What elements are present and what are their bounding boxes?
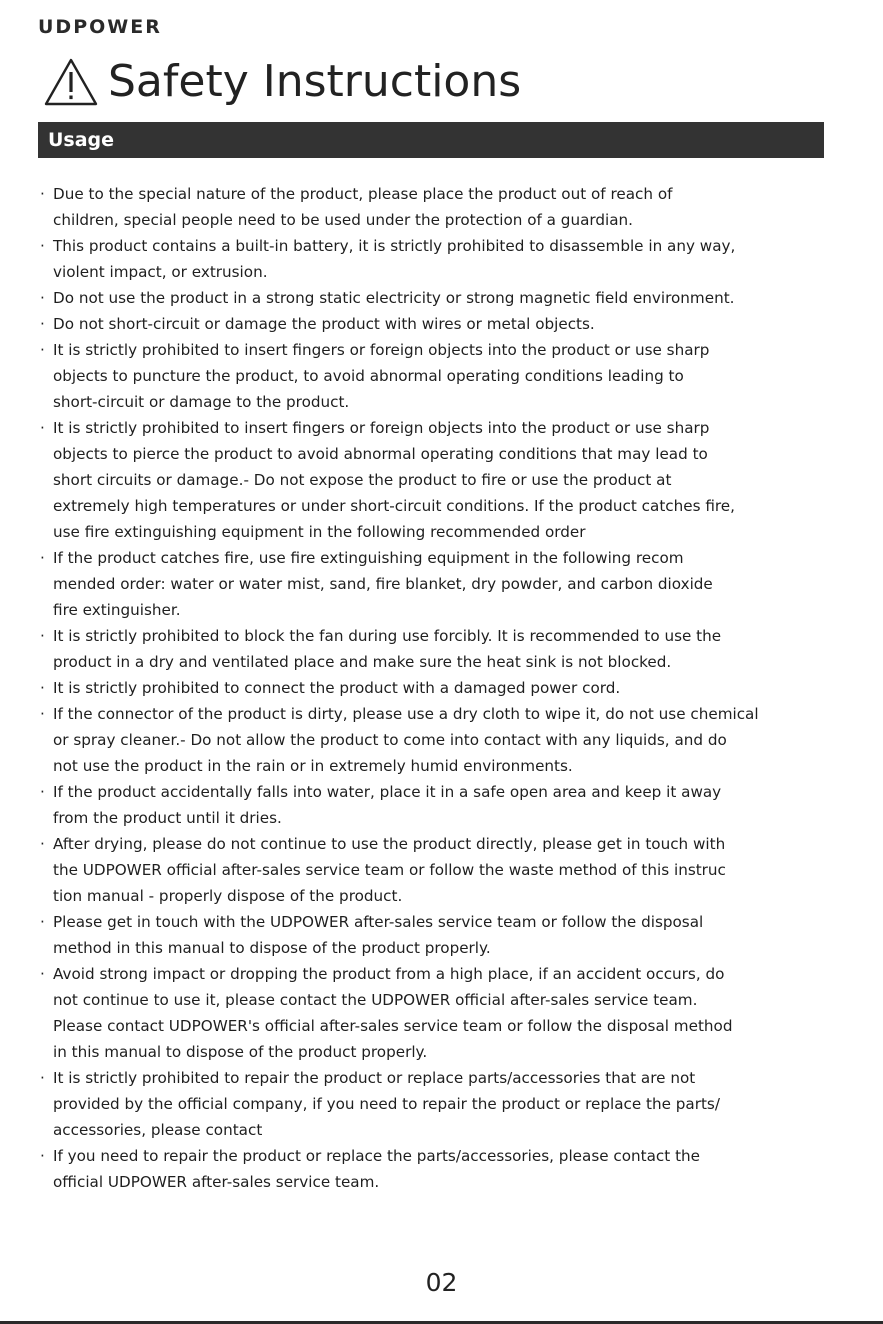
brand-logo: UDPOWER — [38, 16, 162, 38]
instruction-line: accessories, please contact — [53, 1121, 263, 1139]
instruction-line: Please contact UDPOWER's official after-sales service team or follow the disposal method — [53, 1017, 733, 1035]
instruction-item — [40, 1143, 830, 1195]
instruction-line: short circuits or damage.- Do not expose the product to fire or use the product at — [53, 471, 672, 489]
bullet-icon: · — [40, 237, 45, 255]
instruction-line: Do not short-circuit or damage the product with wires or metal objects. — [53, 315, 595, 333]
instruction-line: It is strictly prohibited to block the fan during use forcibly. It is recommended to use the — [53, 627, 722, 645]
bullet-icon: · — [40, 1147, 45, 1165]
page-number: 02 — [425, 1268, 458, 1297]
instruction-line: If you need to repair the product or replace the parts/accessories, please contact the — [53, 1147, 700, 1165]
instruction-line: tion manual - properly dispose of the product. — [53, 887, 403, 905]
instruction-line: Due to the special nature of the product, please place the product out of reach of — [53, 185, 673, 203]
instruction-line: mended order: water or water mist, sand, fire blanket, dry powder, and carbon dioxide — [53, 575, 713, 593]
instruction-line: It is strictly prohibited to insert fingers or foreign objects into the product or use sharp — [53, 419, 710, 437]
instruction-line: If the product accidentally falls into water, place it in a safe open area and keep it away — [53, 783, 722, 801]
instruction-item — [40, 831, 830, 909]
bullet-icon: · — [40, 1069, 45, 1087]
instruction-line: It is strictly prohibited to connect the product with a damaged power cord. — [53, 679, 621, 697]
instruction-item — [40, 181, 830, 233]
bullet-icon: · — [40, 705, 45, 723]
instruction-item — [40, 1065, 830, 1143]
instruction-line: Avoid strong impact or dropping the product from a high place, if an accident occurs, do — [53, 965, 725, 983]
instruction-line: official UDPOWER after-sales service team. — [53, 1173, 380, 1191]
instruction-line: the UDPOWER official after-sales service team or follow the waste method of this instruc — [53, 861, 726, 879]
warning-triangle-icon — [44, 58, 98, 106]
instruction-line: objects to pierce the product to avoid abnormal operating conditions that may lead to — [53, 445, 708, 463]
instruction-item — [40, 233, 830, 285]
instruction-item — [40, 961, 830, 1065]
instruction-list — [40, 181, 830, 1195]
instruction-line: provided by the official company, if you need to repair the product or replace the parts/ — [53, 1095, 720, 1113]
bullet-icon: · — [40, 289, 45, 307]
instruction-line: product in a dry and ventilated place and make sure the heat sink is not blocked. — [53, 653, 672, 671]
section-title: Usage — [48, 129, 115, 151]
bullet-icon: · — [40, 549, 45, 567]
instruction-item — [40, 311, 830, 337]
instruction-line: Please get in touch with the UDPOWER after-sales service team or follow the disposal — [53, 913, 704, 931]
instruction-line: violent impact, or extrusion. — [53, 263, 268, 281]
bullet-icon: · — [40, 315, 45, 333]
instruction-line: method in this manual to dispose of the product properly. — [53, 939, 491, 957]
instruction-line: objects to puncture the product, to avoid abnormal operating conditions leading to — [53, 367, 684, 385]
instruction-line: in this manual to dispose of the product properly. — [53, 1043, 428, 1061]
instruction-line: This product contains a built-in battery, it is strictly prohibited to disassemble in any way, — [53, 237, 736, 255]
instruction-item — [40, 285, 830, 311]
instruction-line: It is strictly prohibited to insert fingers or foreign objects into the product or use sharp — [53, 341, 710, 359]
instruction-item — [40, 415, 830, 545]
bullet-icon: · — [40, 341, 45, 359]
bullet-icon: · — [40, 627, 45, 645]
instruction-item — [40, 545, 830, 623]
bullet-icon: · — [40, 679, 45, 697]
bullet-icon: · — [40, 419, 45, 437]
instruction-line: fire extinguisher. — [53, 601, 181, 619]
instruction-line: Do not use the product in a strong static electricity or strong magnetic field environment. — [53, 289, 735, 307]
instruction-line: children, special people need to be used under the protection of a guardian. — [53, 211, 633, 229]
instruction-item — [40, 623, 830, 675]
instruction-item — [40, 337, 830, 415]
instruction-item — [40, 701, 830, 779]
page-title: Safety Instructions — [108, 56, 522, 107]
instruction-line: short-circuit or damage to the product. — [53, 393, 350, 411]
instruction-line: If the connector of the product is dirty, please use a dry cloth to wipe it, do not use chemical — [53, 705, 759, 723]
instruction-line: extremely high temperatures or under short-circuit conditions. If the product catches fire, — [53, 497, 735, 515]
instruction-line: not use the product in the rain or in extremely humid environments. — [53, 757, 573, 775]
title-row — [44, 52, 521, 112]
instruction-item — [40, 779, 830, 831]
instruction-line: not continue to use it, please contact the UDPOWER official after-sales service team. — [53, 991, 698, 1009]
instruction-line: or spray cleaner.- Do not allow the product to come into contact with any liquids, and do — [53, 731, 727, 749]
bullet-icon: · — [40, 835, 45, 853]
instruction-item — [40, 909, 830, 961]
bullet-icon: · — [40, 913, 45, 931]
instruction-line: It is strictly prohibited to repair the product or replace parts/accessories that are not — [53, 1069, 696, 1087]
instruction-line: After drying, please do not continue to use the product directly, please get in touch with — [53, 835, 726, 853]
instruction-line: from the product until it dries. — [53, 809, 282, 827]
bullet-icon: · — [40, 783, 45, 801]
instruction-item — [40, 675, 830, 701]
bullet-icon: · — [40, 965, 45, 983]
instruction-line: use fire extinguishing equipment in the following recommended order — [53, 523, 586, 541]
bullet-icon: · — [40, 185, 45, 203]
section-header — [38, 122, 824, 158]
instruction-line: If the product catches fire, use fire extinguishing equipment in the following recom — [53, 549, 684, 567]
